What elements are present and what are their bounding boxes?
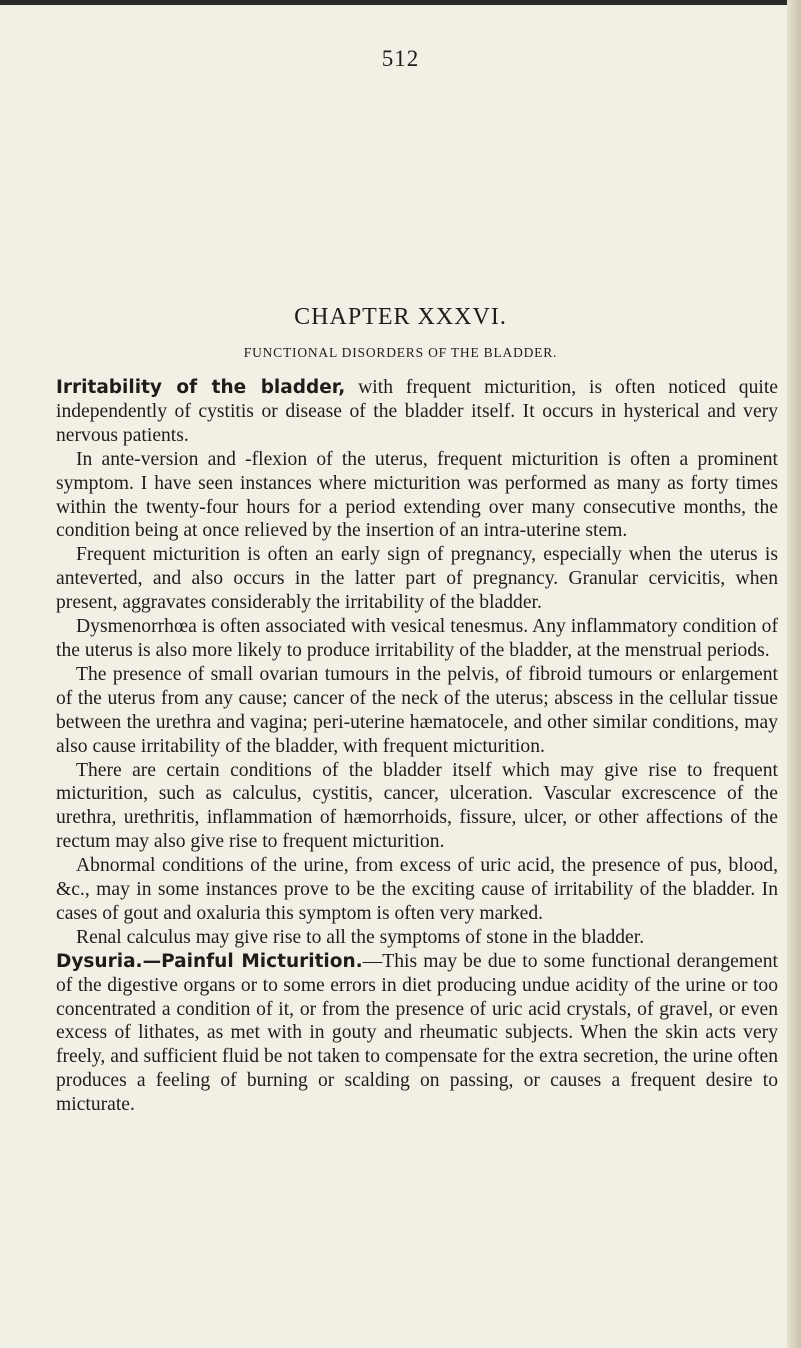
paragraph-text: The presence of small ovarian tumours in the pelvis, of fibroid tumours or enlargement of the uterus from any cause; cancer of the neck of the uterus; abscess in the cellular tissue between the urethra and vagina; peri-uterine hæmatocele, and other similar conditions, may also cause irritability of the bladder, with frequent micturition. (56, 663, 778, 757)
paragraph (56, 759, 778, 855)
paragraph (56, 543, 778, 615)
chapter-title: CHAPTER XXXVI. (294, 304, 507, 330)
paragraph-text: Renal calculus may give rise to all the symptoms of stone in the bladder. (76, 926, 645, 948)
paragraph-text: In ante-version and -flexion of the uterus, frequent micturition is often a prominent symptom. I have seen instances where micturition was performed as many as forty times within the twenty-four hours for a period extending over many consecutive months, the condition being at once relieved by the insertion of an intra-uterine stem. (56, 448, 778, 542)
paragraph (56, 615, 778, 663)
page-edge (787, 0, 801, 1348)
paragraph-text: Dysmenorrhœa is often associated with vesical tenesmus. Any inflammatory condition of the uterus is also more likely to produce irritability of the bladder, at the menstrual periods. (56, 616, 778, 661)
paragraph (56, 663, 778, 759)
paragraph (56, 448, 778, 544)
paragraph (56, 854, 778, 926)
page-number: 512 (381, 46, 420, 71)
paragraph-text: Frequent micturition is often an early sign of pregnancy, especially when the uterus is anteverted, and also occurs in the latter part of pregnancy. Granular cervicitis, when present, aggravates considerably the irritability of the bladder. (56, 544, 778, 614)
body-text (56, 376, 778, 1117)
paragraph-text: There are certain conditions of the bladder itself which may give rise to frequent micturition, such as calculus, cystitis, cancer, ulceration. Vascular excrescence of the urethra, urethritis, inflammation of hæmorrhoids, fissure, ulcer, or other affections of the rectum may also give rise to frequent micturition. (56, 759, 778, 853)
run-in-heading: Dysuria.—Painful Micturition. (56, 950, 363, 972)
paragraph (56, 376, 778, 448)
top-rule (0, 0, 801, 5)
paragraph (56, 926, 778, 950)
paragraph (56, 950, 778, 1117)
paragraph-text: —This may be due to some functional derangement of the digestive organs or to some errors in diet producing undue acidity of the urine or too concentrated a condition of it, or from the presence of uric acid crystals, of gravel, or even excess of lithates, as met with in gouty and rheumatic subjects. When the skin acts very freely, and sufficient fluid be not taken to compensate for the extra secretion, the urine often produces a feeling of burning or scalding on passing, or causes a frequent desire to micturate. (56, 950, 778, 1116)
paragraph-text: with frequent micturition, is often noticed quite independently of cystitis or disease of the bladder itself. It occurs in hysterical and very nervous patients. (56, 377, 778, 446)
paragraph-text: Abnormal conditions of the urine, from excess of uric acid, the presence of pus, blood, &c., may in some instances prove to be the exciting cause of irritability of the bladder. In cases of gout and oxaluria this symptom is often very marked. (56, 855, 778, 924)
run-in-heading: Irritability of the bladder, (56, 377, 346, 398)
section-title: FUNCTIONAL DISORDERS OF THE BLADDER. (243, 345, 558, 360)
